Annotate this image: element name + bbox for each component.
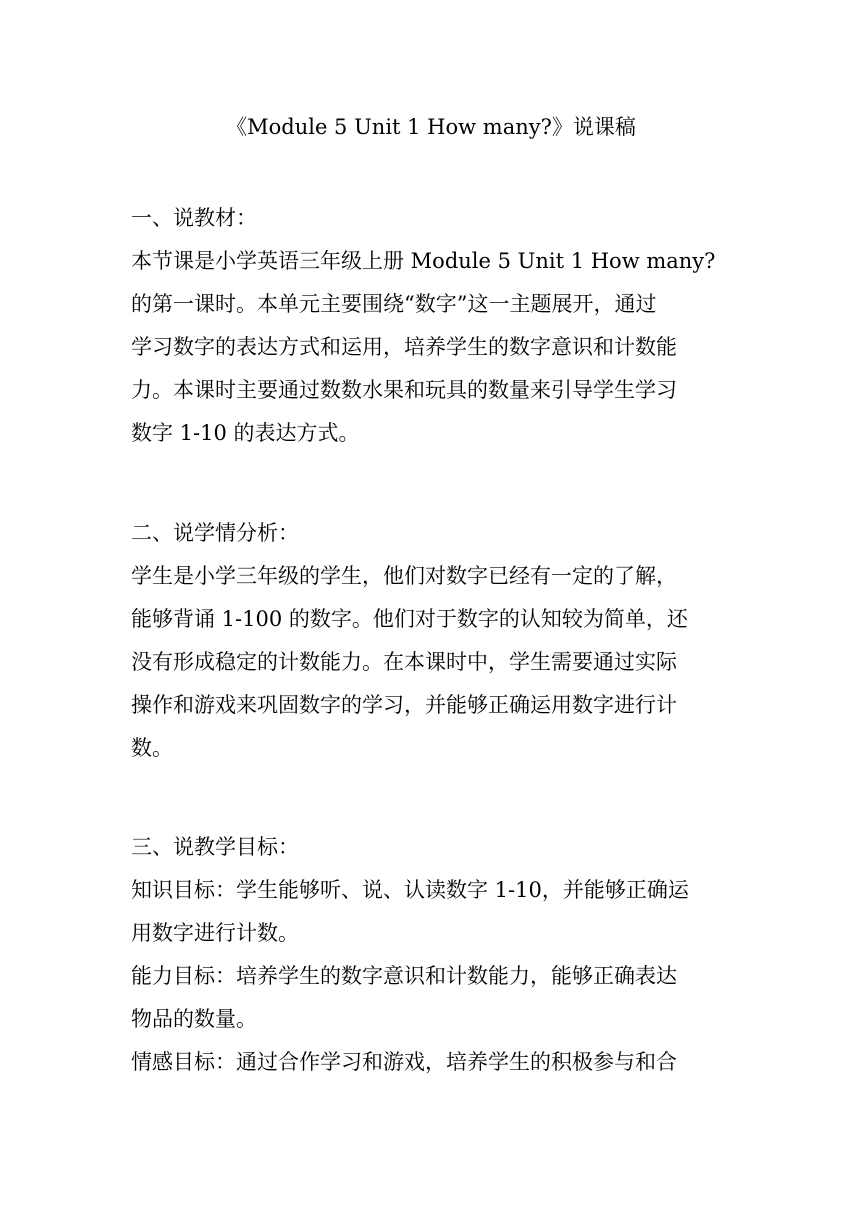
section-heading: 三、说教学目标：: [131, 835, 299, 859]
paragraph-line: 没有形成稳定的计数能力。在本课时中，学生需要通过实际: [131, 650, 677, 674]
section-paragraph: [131, 869, 731, 1084]
paragraph-line: 本节课是小学英语三年级上册 Module 5 Unit 1 How many?: [131, 249, 716, 273]
paragraph-line: 数。: [131, 736, 173, 760]
paragraph-line: 学生是小学三年级的学生，他们对数字已经有一定的了解，: [131, 564, 677, 588]
section-heading: 二、说学情分析：: [131, 521, 299, 545]
section-paragraph: [131, 240, 731, 455]
section-teaching-objectives: [131, 826, 731, 1084]
paragraph-line: 情感目标：通过合作学习和游戏，培养学生的积极参与和合: [131, 1050, 677, 1074]
section-paragraph: [131, 555, 731, 770]
section-textbook: [131, 197, 731, 455]
paragraph-line: 操作和游戏来巩固数字的学习，并能够正确运用数字进行计: [131, 693, 677, 717]
section-heading: 一、说教材：: [131, 206, 257, 230]
paragraph-line: 的第一课时。本单元主要围绕“数字”这一主题展开，通过: [131, 292, 657, 316]
paragraph-line: 用数字进行计数。: [131, 921, 299, 945]
paragraph-line: 能够背诵 1-100 的数字。他们对于数字的认知较为简单，还: [131, 607, 688, 631]
paragraph-line: 知识目标：学生能够听、说、认读数字 1-10，并能够正确运: [131, 878, 689, 902]
page-title: 《Module 5 Unit 1 How many?》说课稿: [226, 115, 636, 139]
paragraph-line: 数字 1-10 的表达方式。: [131, 421, 360, 445]
paragraph-line: 能力目标：培养学生的数字意识和计数能力，能够正确表达: [131, 964, 677, 988]
paragraph-line: 学习数字的表达方式和运用，培养学生的数字意识和计数能: [131, 335, 677, 359]
section-learner-analysis: [131, 512, 731, 770]
paragraph-line: 力。本课时主要通过数数水果和玩具的数量来引导学生学习: [131, 378, 677, 402]
paragraph-line: 物品的数量。: [131, 1007, 257, 1031]
